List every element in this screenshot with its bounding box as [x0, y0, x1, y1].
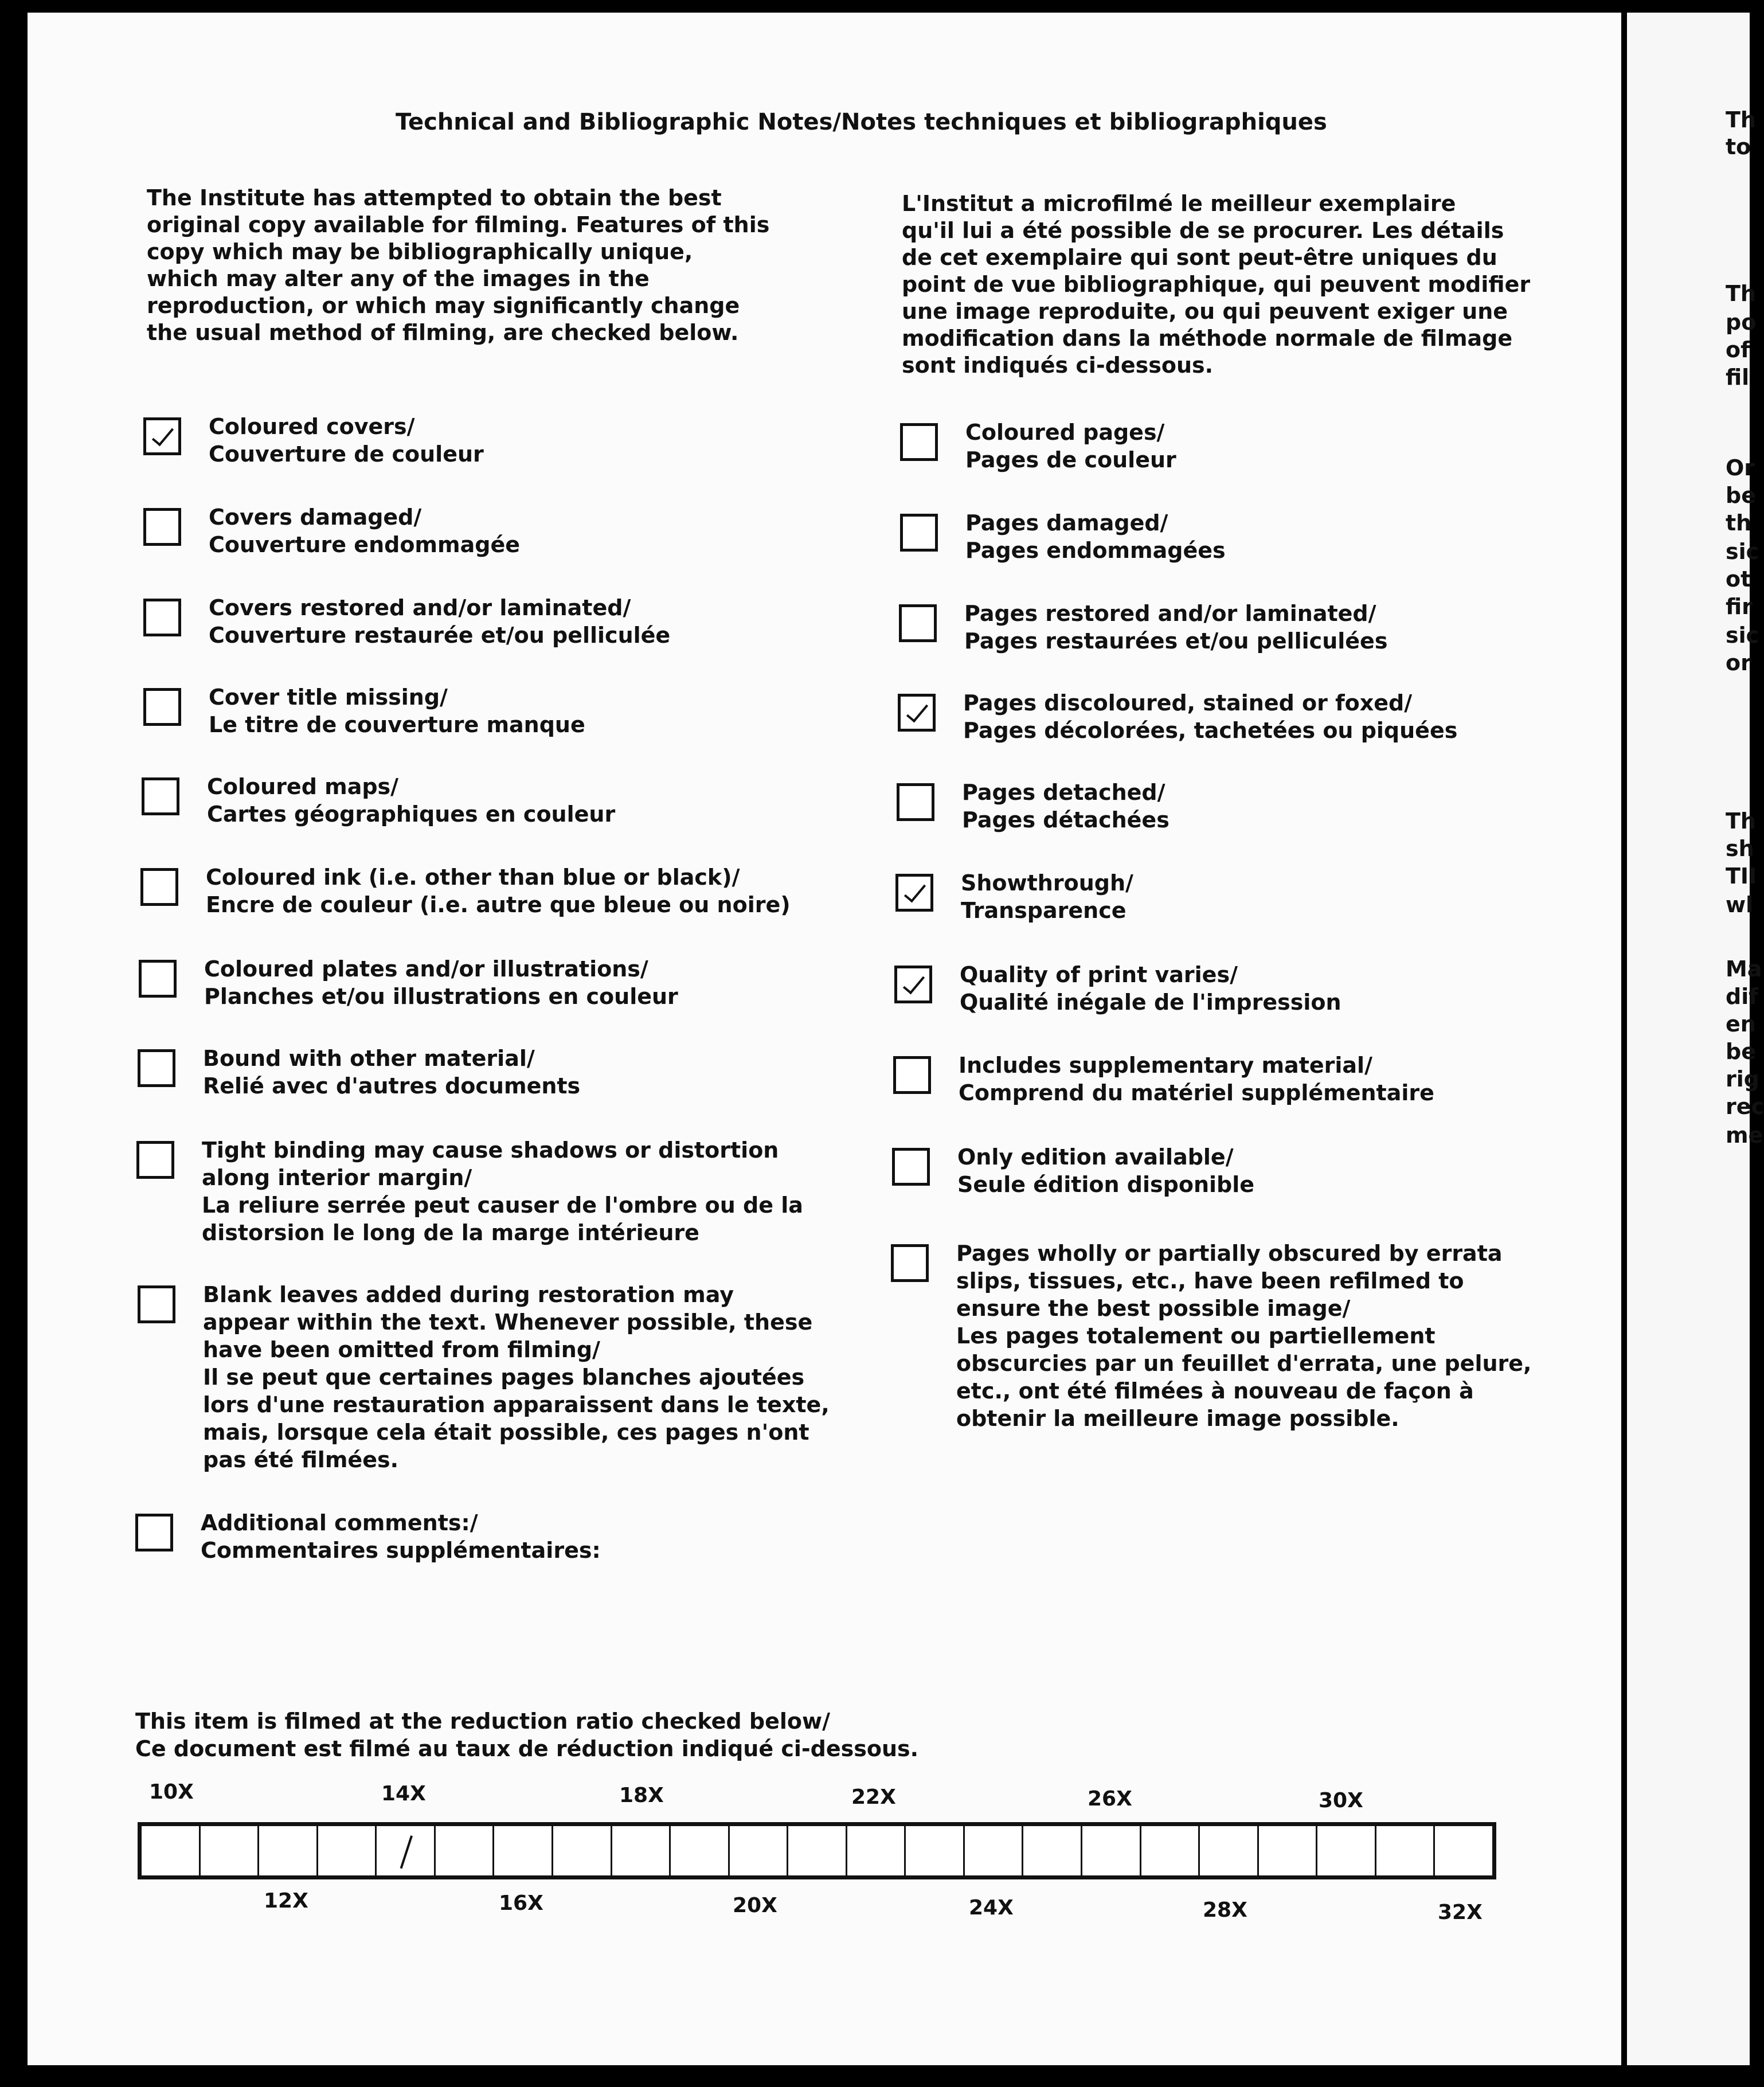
- ratio-bottom-label: 32X: [1438, 1901, 1483, 1924]
- intro-line: the usual method of filming, are checked below.: [147, 320, 739, 345]
- checked-checkbox[interactable]: [143, 417, 181, 455]
- checklist-label: [209, 503, 520, 558]
- reduction-ratio-bar: [138, 1822, 1496, 1879]
- ratio-bottom-label: 24X: [969, 1896, 1014, 1920]
- reduction-cell[interactable]: [318, 1826, 377, 1875]
- fragment-text: sic: [1726, 623, 1759, 648]
- checklist-label-line: Coloured covers/: [209, 414, 415, 439]
- empty-checkbox[interactable]: [900, 514, 938, 552]
- empty-checkbox[interactable]: [143, 599, 181, 636]
- checklist-label-line: Coloured maps/: [207, 774, 399, 799]
- checklist-label-line: Planches et/ou illustrations en couleur: [204, 984, 678, 1009]
- ratio-top-label: 26X: [1088, 1787, 1132, 1811]
- checklist-label-line: Cartes géographiques en couleur: [207, 802, 616, 827]
- reduction-cell[interactable]: [1317, 1826, 1376, 1875]
- checklist-label: [965, 419, 1176, 474]
- checklist-label: [204, 955, 678, 1010]
- reduction-cell[interactable]: [671, 1826, 730, 1875]
- checklist-label-line: etc., ont été filmées à nouveau de façon à: [956, 1378, 1474, 1404]
- intro-english: [147, 185, 769, 346]
- reduction-cell[interactable]: [259, 1826, 318, 1875]
- reduction-cell[interactable]: [436, 1826, 495, 1875]
- checklist-label-line: pas été filmées.: [203, 1447, 399, 1472]
- reduction-cell[interactable]: [730, 1826, 789, 1875]
- fragment-text: or: [1726, 650, 1751, 675]
- checklist-label: [209, 413, 484, 468]
- checklist-label: [965, 509, 1226, 564]
- checklist-label-line: Pages décolorées, tachetées ou piquées: [963, 718, 1458, 743]
- checklist-label-line: Includes supplementary material/: [959, 1053, 1372, 1078]
- intro-line: modification dans la méthode normale de filmage: [902, 326, 1513, 351]
- intro-line: qu'il lui a été possible de se procurer. Les détails: [902, 218, 1504, 243]
- checklist-label-line: Qualité inégale de l'impression: [960, 990, 1341, 1015]
- checklist-label: [957, 1143, 1254, 1198]
- checklist-label: [962, 779, 1170, 834]
- checklist-label: [961, 869, 1133, 924]
- checklist-label: [964, 600, 1387, 655]
- reduction-cell[interactable]: [1435, 1826, 1492, 1875]
- fragment-text: Th: [1726, 107, 1756, 132]
- checklist-label-line: appear within the text. Whenever possible, these: [203, 1310, 813, 1335]
- fragment-text: th: [1726, 510, 1752, 536]
- intro-line: reproduction, or which may significantly change: [147, 293, 740, 318]
- checklist-label-line: Covers restored and/or laminated/: [209, 595, 631, 620]
- checklist-label-line: Blank leaves added during restoration may: [203, 1282, 734, 1307]
- intro-french: [902, 190, 1530, 379]
- checked-checkbox[interactable]: [898, 694, 936, 732]
- ratio-top-label: 30X: [1319, 1789, 1363, 1812]
- checklist-label-line: Les pages totalement ou partiellement: [956, 1323, 1436, 1349]
- reduction-cell[interactable]: [1259, 1826, 1318, 1875]
- ratio-top-label: 18X: [619, 1784, 664, 1807]
- ratio-bottom-label: 12X: [264, 1889, 308, 1913]
- ratio-top-label: 14X: [381, 1782, 426, 1805]
- checklist-label-line: Tight binding may cause shadows or distortion: [202, 1138, 779, 1163]
- checklist-label-line: Relié avec d'autres documents: [203, 1073, 581, 1099]
- checklist-label-line: Pages restored and/or laminated/: [964, 601, 1376, 626]
- intro-line: copy which may be bibliographically unique,: [147, 239, 693, 264]
- intro-line: une image reproduite, ou qui peuvent exiger une: [902, 299, 1508, 324]
- intro-line: point de vue bibliographique, qui peuvent modifier: [902, 272, 1531, 297]
- fragment-text: Or: [1726, 455, 1755, 480]
- reduction-cell-checked[interactable]: [377, 1826, 436, 1875]
- intro-line: original copy available for filming. Features of this: [147, 212, 770, 237]
- checklist-label: [209, 683, 585, 738]
- checklist-label-line: Encre de couleur (i.e. autre que bleue ou noire): [206, 892, 791, 917]
- checklist-label: [959, 1052, 1434, 1107]
- empty-checkbox[interactable]: [140, 868, 178, 906]
- checklist-label: [963, 689, 1457, 744]
- checklist-label-line: La reliure serrée peut causer de l'ombre ou de la: [202, 1193, 803, 1218]
- checklist-label-line: Pages damaged/: [965, 510, 1168, 536]
- fragment-text: sh: [1726, 836, 1754, 861]
- empty-checkbox[interactable]: [143, 688, 181, 726]
- reduction-title: This item is filmed at the reduction ratio checked below/: [135, 1709, 830, 1734]
- reduction-cell[interactable]: [201, 1826, 260, 1875]
- checklist-label: [207, 773, 615, 828]
- ratio-bottom-label: 16X: [499, 1891, 543, 1915]
- checklist-label-line: Couverture de couleur: [209, 441, 484, 467]
- checklist-label-line: slips, tissues, etc., have been refilmed to: [956, 1268, 1464, 1293]
- checklist-label: [201, 1509, 601, 1564]
- checklist-label-line: Pages de couleur: [965, 447, 1176, 472]
- fragment-text: fir: [1726, 594, 1753, 619]
- reduction-cell[interactable]: [1082, 1826, 1141, 1875]
- intro-line: de cet exemplaire qui sont peut-être uniques du: [902, 245, 1497, 270]
- fragment-text: be: [1726, 1039, 1756, 1064]
- checked-checkbox[interactable]: [894, 966, 932, 1003]
- reduction-cell[interactable]: [788, 1826, 847, 1875]
- reduction-cell[interactable]: [847, 1826, 906, 1875]
- checklist-label-line: Covers damaged/: [209, 505, 422, 530]
- empty-checkbox[interactable]: [897, 783, 934, 821]
- checklist-label-line: Quality of print varies/: [960, 962, 1238, 987]
- checklist-label-line: Seule édition disponible: [957, 1172, 1255, 1197]
- checklist-label-line: Transparence: [961, 898, 1127, 923]
- fragment-text: Th: [1726, 281, 1756, 306]
- reduction-cell[interactable]: [553, 1826, 612, 1875]
- empty-checkbox[interactable]: [136, 1141, 174, 1179]
- empty-checkbox[interactable]: [891, 1244, 929, 1282]
- fragment-text: rec: [1726, 1094, 1764, 1119]
- checklist-label-line: Coloured ink (i.e. other than blue or black)/: [206, 865, 740, 890]
- ratio-bottom-label: 20X: [733, 1894, 777, 1917]
- fragment-text: me: [1726, 1123, 1763, 1148]
- checklist-label-line: Pages restaurées et/ou pelliculées: [964, 628, 1388, 654]
- reduction-cell[interactable]: [1023, 1826, 1082, 1875]
- fragment-text: po: [1726, 310, 1757, 335]
- intro-line: which may alter any of the images in the: [147, 266, 650, 291]
- empty-checkbox[interactable]: [139, 960, 177, 998]
- reduction-subtitle: Ce document est filmé au taux de réduction indiqué ci-dessous.: [135, 1736, 919, 1761]
- empty-checkbox[interactable]: [138, 1285, 175, 1323]
- checklist-label-line: Pages endommagées: [965, 538, 1226, 563]
- checklist-label-line: Pages détachées: [962, 807, 1170, 833]
- adjacent-page-fragment: [1627, 13, 1764, 2065]
- checklist-label-line: Cover title missing/: [209, 685, 448, 710]
- checklist-label: [203, 1045, 580, 1100]
- intro-line: L'Institut a microfilmé le meilleur exemplaire: [902, 191, 1456, 216]
- checked-checkbox[interactable]: [895, 874, 933, 912]
- checklist-label-line: Couverture restaurée et/ou pelliculée: [209, 623, 671, 648]
- fragment-text: ot: [1726, 566, 1751, 592]
- reduction-cell[interactable]: [1141, 1826, 1200, 1875]
- fragment-text: Th: [1726, 808, 1756, 834]
- checklist-label-line: Bound with other material/: [203, 1046, 535, 1071]
- checklist-label-line: Coloured pages/: [965, 420, 1165, 445]
- fragment-text: Ma: [1726, 956, 1762, 982]
- intro-line: sont indiqués ci-dessous.: [902, 353, 1214, 378]
- empty-checkbox[interactable]: [138, 1049, 175, 1087]
- checklist-label-line: Showthrough/: [961, 870, 1133, 896]
- empty-checkbox[interactable]: [143, 508, 181, 546]
- fragment-text: dif: [1726, 984, 1758, 1009]
- reduction-cell[interactable]: [142, 1826, 201, 1875]
- checklist-label-line: Pages discoloured, stained or foxed/: [963, 690, 1413, 716]
- fragment-text: be: [1726, 483, 1756, 508]
- checklist-label-line: Couverture endommagée: [209, 532, 521, 557]
- page-title: Technical and Bibliographic Notes/Notes techniques et bibliographiques: [396, 109, 1327, 135]
- fragment-text: wl: [1726, 892, 1754, 917]
- fragment-text: to: [1726, 134, 1751, 159]
- checklist-label-line: Pages wholly or partially obscured by errata: [956, 1241, 1503, 1266]
- empty-checkbox[interactable]: [142, 777, 179, 815]
- checklist-label-line: Il se peut que certaines pages blanches ajoutées: [203, 1365, 805, 1390]
- checklist-label-line: Le titre de couverture manque: [209, 712, 585, 737]
- reduction-cell[interactable]: [906, 1826, 965, 1875]
- checklist-label: [956, 1240, 1531, 1432]
- fragment-text: sic: [1726, 539, 1759, 564]
- empty-checkbox[interactable]: [135, 1514, 173, 1551]
- checklist-label-line: Comprend du matériel supplémentaire: [959, 1080, 1434, 1105]
- fragment-text: rig: [1726, 1066, 1759, 1092]
- checklist-label-line: have been omitted from filming/: [203, 1337, 600, 1362]
- checklist-label-line: Pages detached/: [962, 780, 1165, 805]
- checklist-label-line: along interior margin/: [202, 1165, 472, 1190]
- checklist-label-line: distorsion le long de la marge intérieure: [202, 1220, 699, 1245]
- checklist-label: [209, 594, 670, 649]
- reduction-cell[interactable]: [494, 1826, 553, 1875]
- checklist-label-line: Only edition available/: [957, 1144, 1234, 1170]
- reduction-cell[interactable]: [1200, 1826, 1259, 1875]
- fragment-text: TII: [1726, 863, 1757, 889]
- ratio-top-label: 22X: [851, 1785, 896, 1809]
- checklist-label: [206, 863, 791, 919]
- checklist-label-line: ensure the best possible image/: [956, 1296, 1351, 1321]
- checklist-label-line: Commentaires supplémentaires:: [201, 1538, 601, 1563]
- empty-checkbox[interactable]: [892, 1148, 930, 1186]
- fragment-text: en: [1726, 1011, 1756, 1037]
- ratio-bottom-label: 28X: [1203, 1898, 1247, 1922]
- checklist-label-line: obscurcies par un feuillet d'errata, une pelure,: [956, 1351, 1532, 1376]
- reduction-cell[interactable]: [965, 1826, 1024, 1875]
- empty-checkbox[interactable]: [899, 604, 937, 642]
- checklist-label: [203, 1281, 830, 1474]
- empty-checkbox[interactable]: [900, 423, 938, 461]
- empty-checkbox[interactable]: [893, 1056, 931, 1094]
- reduction-cell[interactable]: [612, 1826, 671, 1875]
- fragment-text: fil: [1726, 365, 1750, 390]
- checklist-label: [202, 1136, 803, 1246]
- checklist-label-line: mais, lorsque cela était possible, ces pages n'ont: [203, 1420, 809, 1445]
- reduction-cell[interactable]: [1376, 1826, 1436, 1875]
- checklist-label-line: obtenir la meilleure image possible.: [956, 1406, 1399, 1431]
- checklist-label-line: Coloured plates and/or illustrations/: [204, 956, 648, 982]
- checklist-label: [960, 961, 1341, 1016]
- checklist-label-line: lors d'une restauration apparaissent dans le texte,: [203, 1392, 830, 1417]
- intro-line: The Institute has attempted to obtain the best: [147, 185, 722, 210]
- ratio-top-label: 10X: [149, 1780, 194, 1804]
- checklist-label-line: Additional comments:/: [201, 1510, 478, 1535]
- fragment-text: of: [1726, 337, 1750, 362]
